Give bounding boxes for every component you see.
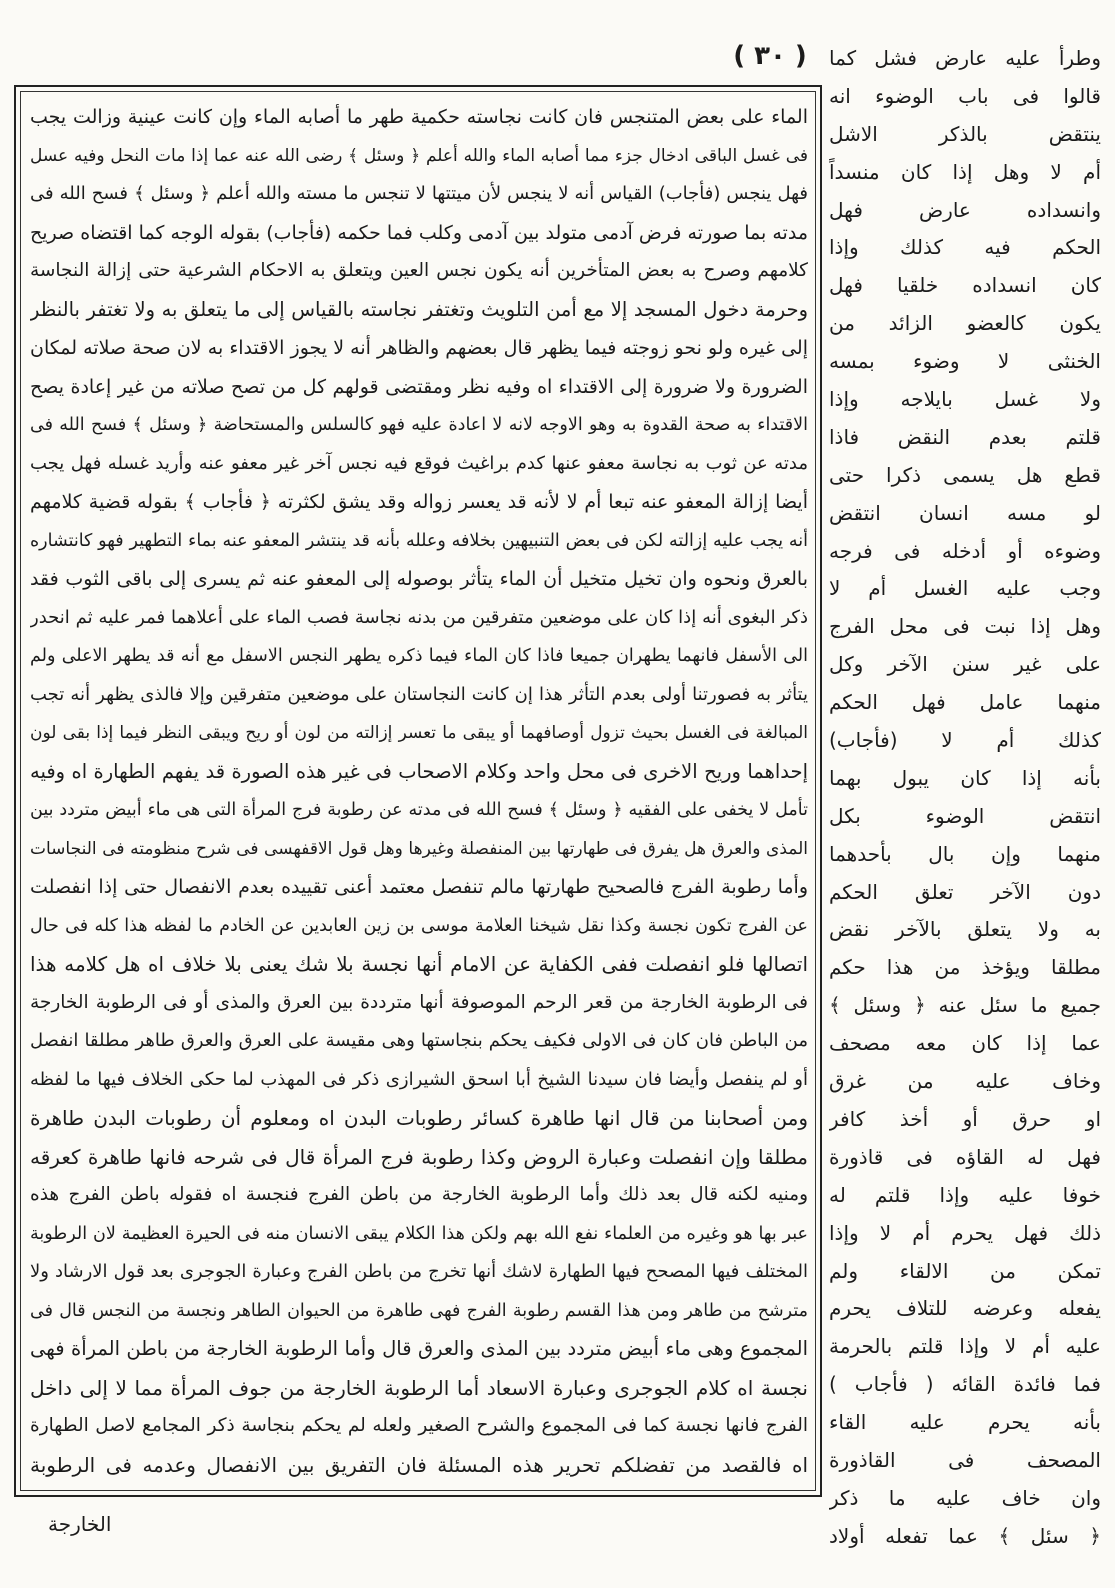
margin-text-line: ينتقض بالذكر الاشل <box>829 121 1101 146</box>
margin-text-line: وان خاف عليه ما ذكر <box>829 1485 1101 1510</box>
margin-text-line: وخاف عليه من غرق <box>829 1069 1101 1094</box>
margin-text-line: وضوءه أو أدخله فى فرجه <box>829 538 1101 563</box>
main-text-line: وأما رطوبة الفرج فالصحيح طهارتها مالم تنفصل معتمد أعنى تقييده بعدم الانفصال حتى إذا انفصلت <box>30 876 808 898</box>
main-text-line: عبر بها هو وغيره من العلماء نفع الله بهم ولكن هذا الكلام يبقى الانسان منه فى الحيرة العظيمة لان الرطوبة <box>30 1223 808 1244</box>
main-text-line: وحرمة دخول المسجد إلا مع أمن التلويث وتغتفر نجاسته بالقياس إلى ما يتعلق به ولا تغتفر بالنظر <box>30 297 808 321</box>
margin-text-line: ذلك فهل يحرم أم لا وإذا <box>829 1220 1101 1245</box>
margin-text-line: فما فائدة القائه ( فأجاب ) <box>829 1372 1101 1397</box>
main-text-line: مدته عن ثوب به نجاسة معفو عنها كدم براغيث فوقع فيه نجس آخر غير معفو عنه وأريد غسله فهل يجب <box>30 452 808 474</box>
main-text-line: مدته بما صورته فرض آدمى متولد بين آدمى وكلب فما حكمه (فأجاب) بقوله الوجه كما اقتضاه صريح <box>30 221 808 244</box>
main-text-line: ومنيه لكنه قال بعد ذلك وأما الرطوبة الخارجة من باطن الفرج فنجسة اه فقوله باطن الفرج هذه <box>30 1184 808 1205</box>
margin-text-line: ﴿ سئل ﴾ عما تفعله أولاد <box>829 1523 1101 1548</box>
main-text-line: المختلف فيها المصحح فيها الطهارة لاشك أنها تخرج من باطن الفرج وعبارة الجوجرى بعد قول الارشاد ولا <box>30 1261 808 1282</box>
margin-text-line: عما إذا كان معه مصحف <box>829 1031 1101 1056</box>
main-text-line: فى الرطوبة الخارجة من قعر الرحم الموصوفة أنها مترددة بين العرق والمذى أو فى الرطوبة الخارجة <box>30 991 808 1013</box>
margin-text-line: فهل له القاؤه فى قاذورة <box>829 1144 1101 1169</box>
margin-text-line: المصحف فى القاذورة <box>829 1447 1101 1472</box>
main-text-block <box>30 98 808 1484</box>
margin-text-line: انتقض الوضوء بكل <box>829 803 1101 828</box>
margin-text-line: بأنه إذا كان يبول بهما <box>829 765 1101 790</box>
catchword: الخارجة <box>48 1512 112 1536</box>
margin-text-block <box>829 40 1101 1556</box>
margin-text-line: كذلك أم لا (فأجاب) <box>829 728 1101 753</box>
main-text-line: بالعرق ونحوه وان تخيل متخيل أن الماء يتأثر بوصوله إلى المعفو عنه ثم يسرى إلى باقى الثوب فقد <box>30 568 808 590</box>
main-text-line: نجسة اه كلام الجوجرى وعبارة الاسعاد أما الرطوبة الخارجة من جوف المرأة مما لا إلى داخل <box>30 1375 808 1400</box>
main-text-line: المجموع وهى ماء أبيض متردد بين المذى والعرق قال وأما الرطوبة الخارجة من باطن المرأة فهى <box>30 1337 808 1360</box>
margin-text-line: كان انسداده خلقيا فهل <box>829 273 1101 298</box>
margin-text-line: به ولا يتعلق بالآخر نقض <box>829 917 1101 942</box>
main-text-line: الاقتداء به صحة القدوة به وهو الاوجه لانه لا اعادة عليه فهو كالسلس والمستحاضة ﴿ وسئل ﴾ فسح الله فى <box>30 415 808 435</box>
main-text-line: عن الفرج تكون نجسة وكذا نقل شيخنا العلامة موسى بن زين العابدين عن الخادم ما لفظه هذا كله فى حال <box>30 915 808 936</box>
main-text-line: المذى والعرق هل يفرق فى طهارتها بين المنفصلة وغيرها وهل قول الاقفهسى فى شرح منظومته فى النجاسات <box>30 838 808 859</box>
margin-text-line: يكون كالعضو الزائد من <box>829 311 1101 336</box>
margin-text-line: أم لا وهل إذا كان منسداً <box>829 159 1101 184</box>
main-text-line: مطلقا وإن انفصلت وعبارة الروض وكذا رطوبة فرج المرأة قال فى شرحه فانها طاهرة كعرقه <box>30 1144 808 1169</box>
main-text-line: فى غسل الباقى ادخال جزء مما أصابه الماء والله أعلم ﴿ وسئل ﴾ رضى الله عنه عما إذا مات النحل وفيه عسل <box>30 145 808 166</box>
margin-text-line: وجب عليه الغسل أم لا <box>829 576 1101 601</box>
main-text-line: من الباطن فان كان فى الاولى فكيف يحكم بنجاستها وهى مقيسة على العرق والعرق طاهر مطلقا انفصل <box>30 1030 808 1051</box>
margin-text-line: وطرأ عليه عارض فشل كما <box>829 46 1101 70</box>
main-text-line: أنه يجب عليه إزالته لكن فى بعض التنبيهين بخلافه وعلله بأنه قد ينتشر المعفو عنه بماء التطهير فهو كانتشاره <box>30 530 808 551</box>
main-text-line: إحداهما وريح الاخرى فى محل واحد وكلام الاصحاب فى غير هذه الصورة قد يفهم الطهارة اه وفيه <box>30 759 808 783</box>
margin-text-line: ولا غسل بايلاجه وإذا <box>829 387 1101 412</box>
margin-text-line: لو مسه انسان انتقض <box>829 500 1101 525</box>
margin-text-line: او حرق أو أخذ كافر <box>829 1106 1101 1131</box>
margin-text-line: وانسداده عارض فهل <box>829 197 1101 222</box>
main-text-line: تأمل لا يخفى على الفقيه ﴿ وسئل ﴾ فسح الله فى مدته عن رطوبة فرج المرأة التى هى ماء أبيض متردد بين <box>30 800 808 820</box>
margin-text-line: تمكن من الالقاء ولم <box>829 1258 1101 1283</box>
main-text-line: ذكر البغوى أنه إذا كان على موضعين متفرقين من بدنه نجاسة فصب الماء على أعلاهما فمر عليه ثم انحدر <box>30 606 808 628</box>
margin-text-line: مطلقا ويؤخذ من هذا حكم <box>829 955 1101 980</box>
main-text-line: أو لم ينفصل وأيضا فان سيدنا الشيخ أبا اسحق الشيرازى ذكر فى المهذب لما حكى الخلاف فيها ما لفظه <box>30 1068 808 1090</box>
margin-text-line: عليه أم لا وإذا قلتم بالحرمة <box>829 1334 1101 1359</box>
margin-text-line: منهما وإن بال بأحدهما <box>829 841 1101 866</box>
margin-text-line: على غير سنن الآخر وكل <box>829 652 1101 677</box>
main-text-line: اتصالها فلو انفصلت ففى الكفاية عن الامام أنها نجسة بلا شك يعنى بلا خلاف اه هل كلامه هذا <box>30 952 808 976</box>
main-text-line: اه فالقصد من تفضلكم تحرير هذه المسئلة فان التفريق بين الانفصال وعدمه فى الرطوبة <box>30 1452 808 1477</box>
margin-text-line: قالوا فى باب الوضوء انه <box>829 83 1101 108</box>
margin-text-line: منهما عامل فهل الحكم <box>829 690 1101 715</box>
margin-text-line: بأنه يحرم عليه القاء <box>829 1410 1101 1435</box>
margin-text-line: قلتم بعدم النقض فاذا <box>829 424 1101 449</box>
margin-text-line: الحكم فيه كذلك وإذا <box>829 235 1101 260</box>
main-text-line: الماء على بعض المتنجس فان كانت نجاسته حكمية طهر ما أصابه الماء وإن كانت عينية وزالت يجب <box>30 106 808 128</box>
margin-text-line: قطع هل يسمى ذكرا حتى <box>829 462 1101 487</box>
main-text-line: الضرورة ولا ضرورة إلى الاقتداء اه وفيه نظر ومقتضى قولهم كل من تصح صلاته من غير إعادة يصح <box>30 375 808 398</box>
main-text-line: المبالغة فى الغسل بحيث تزول أوصافهما أو يبقى ما تعسر إزالته من لون أو ريح ويبقى النظر فيما إذا بقى لون <box>30 723 808 743</box>
margin-text-line: جميع ما سئل عنه ﴿ وسئل ﴾ <box>829 993 1101 1018</box>
main-text-line: يتأثر به فصورتنا أولى بعدم التأثر هذا إن كانت النجاستان على موضعين متفرقين وإلا فالذى يظهر أنه تجب <box>30 683 808 705</box>
margin-text-line: وهل إذا نبت فى محل الفرج <box>829 614 1101 639</box>
main-text-line: أيضا إزالة المعفو عنه تبعا أم لا لأنه قد يعسر زواله وقد يشق لكثرته ﴿ فأجاب ﴾ بقوله قضية كلامهم <box>30 491 808 513</box>
margin-text-line: الخنثى لا وضوء بمسه <box>829 349 1101 374</box>
page-number: ( ٣٠ ) <box>733 41 807 71</box>
main-text-line: الى الأسفل فانهما يطهران جميعا فاذا كان الماء فيما ذكره يطهر النجس الاسفل مع أنه قد يطهر الاعلى ولم <box>30 646 808 666</box>
main-text-line: إلى غيره ولو نحو زوجته فيما يظهر قال بعضهم والظاهر أنه لا يجوز الاقتداء به لان صحة صلاته لمكان <box>30 337 808 359</box>
main-text-line: كلامهم وصرح به بعض المتأخرين أنه يكون نجس العين ويتعلق به الاحكام الشرعية حتى إزالة النجاسة <box>30 260 808 281</box>
main-text-line: فهل ينجس (فأجاب) القياس أنه لا ينجس لأن ميتتها لا تنجس ما مسته والله أعلم ﴿ وسئل ﴾ فسح الله فى <box>30 183 808 204</box>
main-text-line: ومن أصحابنا من قال انها طاهرة كسائر رطوبات البدن اه ومعلوم أن رطوبات البدن طاهرة <box>30 1106 808 1130</box>
margin-text-line: دون الآخر تعلق الحكم <box>829 879 1101 904</box>
margin-text-line: خوفا عليه وإذا قلتم له <box>829 1182 1101 1207</box>
margin-text-line: يفعله وعرضه للتلاف يحرم <box>829 1296 1101 1321</box>
main-text-line: مترشح من طاهر ومن هذا القسم رطوبة الفرج فهى طاهرة من الحيوان الطاهر ونجسة من النجس قال فى <box>30 1300 808 1321</box>
main-text-line: الفرج فانها نجسة كما فى المجموع والشرح الصغير ولعله لم يحكم بنجاسة ذكر المجامع لاصل الطهارة <box>30 1415 808 1436</box>
